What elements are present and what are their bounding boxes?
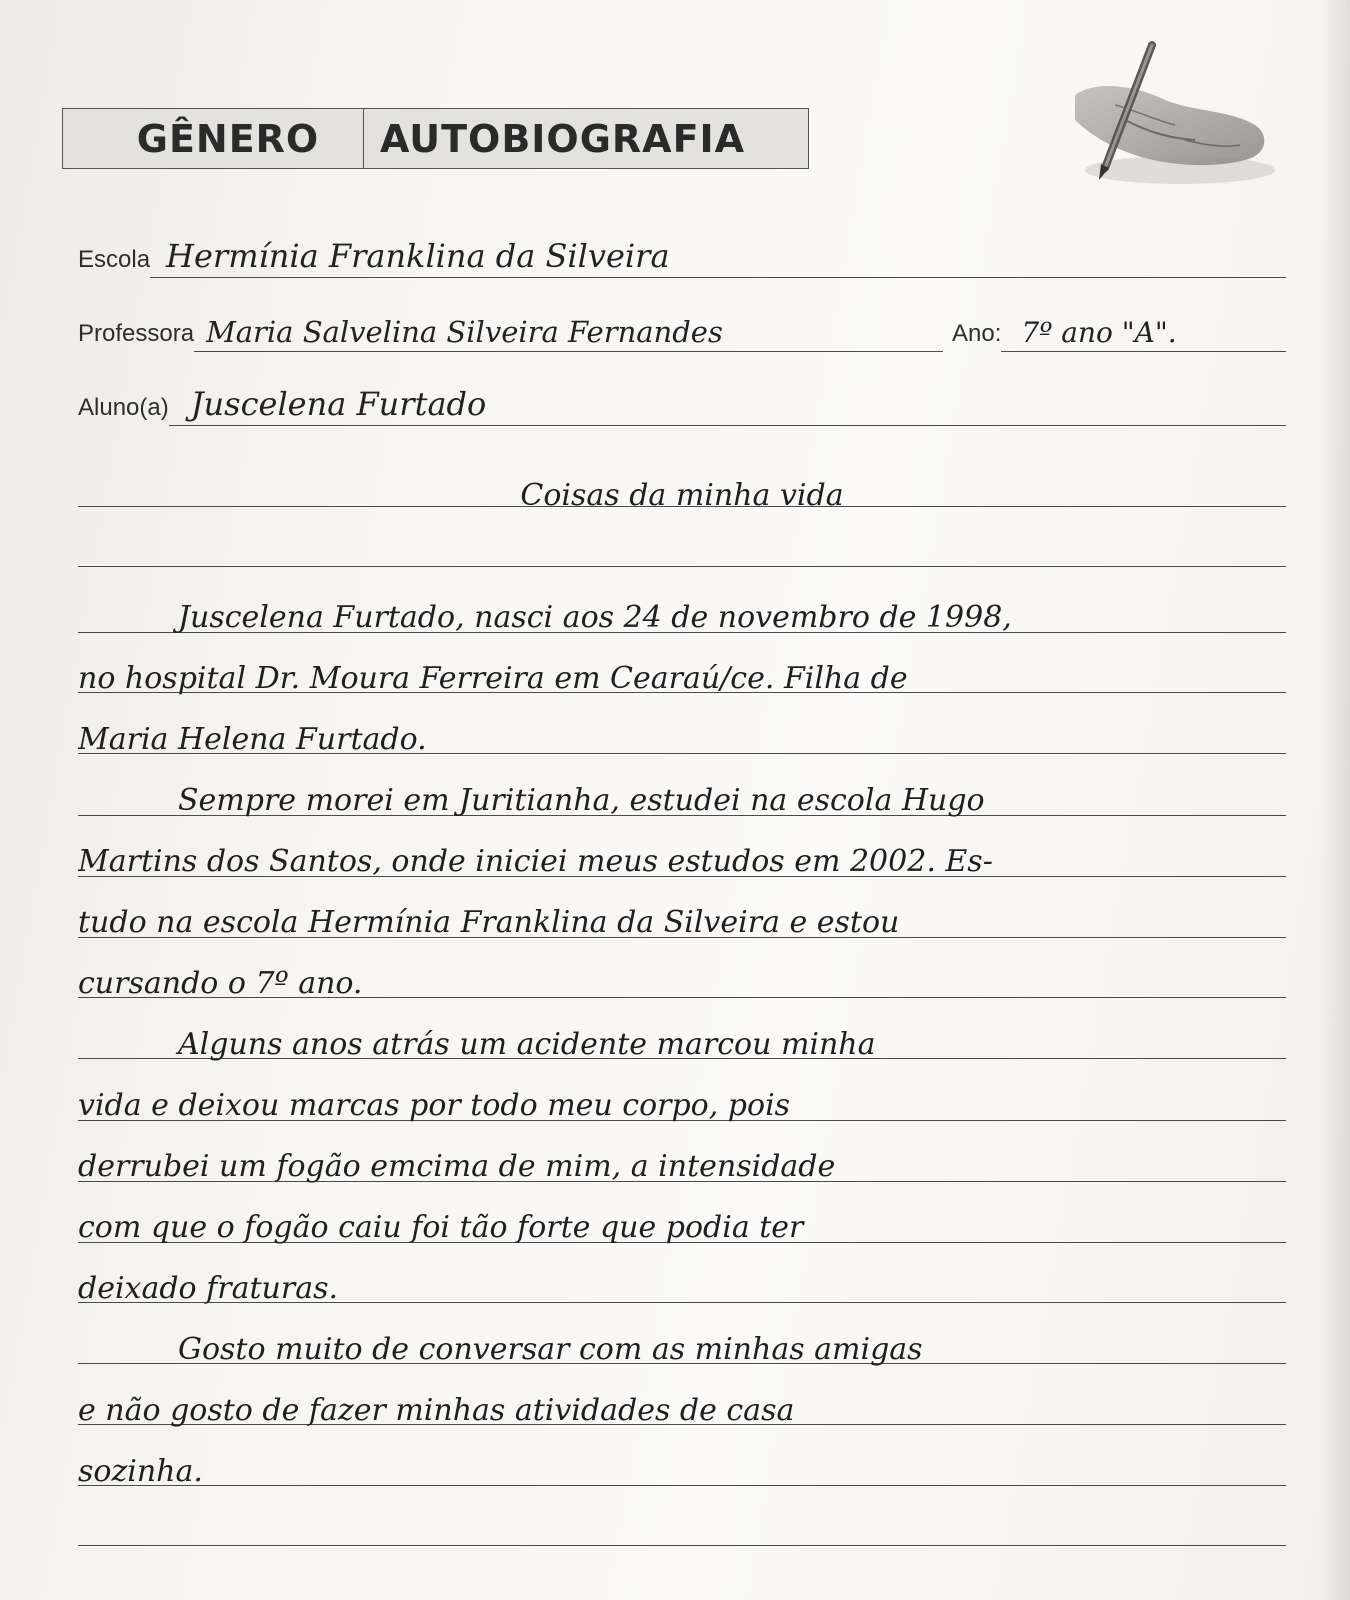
aluno-line <box>169 386 1286 426</box>
professora-field <box>78 312 943 352</box>
ano-line <box>1001 312 1286 352</box>
essay-line: Gosto muito de conversar com as minhas amigas <box>178 1332 923 1367</box>
essay-line: cursando o 7º ano. <box>78 966 363 1001</box>
essay-line: com que o fogão caiu foi tão forte que podia ter <box>78 1210 804 1245</box>
escola-field <box>78 238 1286 278</box>
essay-line: Maria Helena Furtado. <box>78 722 427 757</box>
aluno-value: Juscelena Furtado <box>190 385 487 423</box>
aluno-label: Aluno(a) <box>78 394 169 421</box>
rule-line <box>78 1545 1286 1546</box>
ano-label: Ano: <box>952 320 1002 347</box>
essay-line: derrubei um fogão emcima de mim, a intensidade <box>78 1149 836 1184</box>
genre-label: GÊNERO <box>63 109 364 168</box>
ano-field <box>952 312 1286 352</box>
genre-title-box <box>62 108 809 169</box>
essay-line: e não gosto de fazer minhas atividades de casa <box>78 1393 795 1428</box>
essay-line: Sempre morei em Juritianha, estudei na escola Hugo <box>178 783 985 818</box>
aluno-field <box>78 386 1286 426</box>
essay-title: Coisas da minha vida <box>520 478 844 513</box>
professora-value: Maria Salvelina Silveira Fernandes <box>206 315 723 349</box>
rule-line <box>78 566 1286 567</box>
genre-value: AUTOBIOGRAFIA <box>380 116 746 161</box>
escola-value: Hermínia Franklina da Silveira <box>166 237 670 275</box>
essay-line: Martins dos Santos, onde iniciei meus estudos em 2002. Es- <box>78 844 993 879</box>
hand-writing-pencil-icon <box>1055 40 1285 190</box>
escola-label: Escola <box>78 246 151 273</box>
ano-value: 7º ano "A". <box>1021 316 1177 349</box>
page-edge-shadow <box>1320 0 1350 1600</box>
essay-line: deixado fraturas. <box>78 1271 339 1306</box>
escola-line <box>150 238 1286 278</box>
essay-line: vida e deixou marcas por todo meu corpo, pois <box>78 1088 791 1123</box>
essay-line: sozinha. <box>78 1454 203 1489</box>
professora-line <box>194 312 943 352</box>
essay-line: tudo na escola Hermínia Franklina da Silveira e estou <box>78 905 900 940</box>
essay-line: no hospital Dr. Moura Ferreira em Cearaú/ce. Filha de <box>78 661 908 696</box>
professora-label: Professora <box>78 320 195 347</box>
essay-line: Juscelena Furtado, nasci aos 24 de novembro de 1998, <box>178 600 1012 635</box>
essay-line: Alguns anos atrás um acidente marcou minha <box>178 1027 876 1062</box>
